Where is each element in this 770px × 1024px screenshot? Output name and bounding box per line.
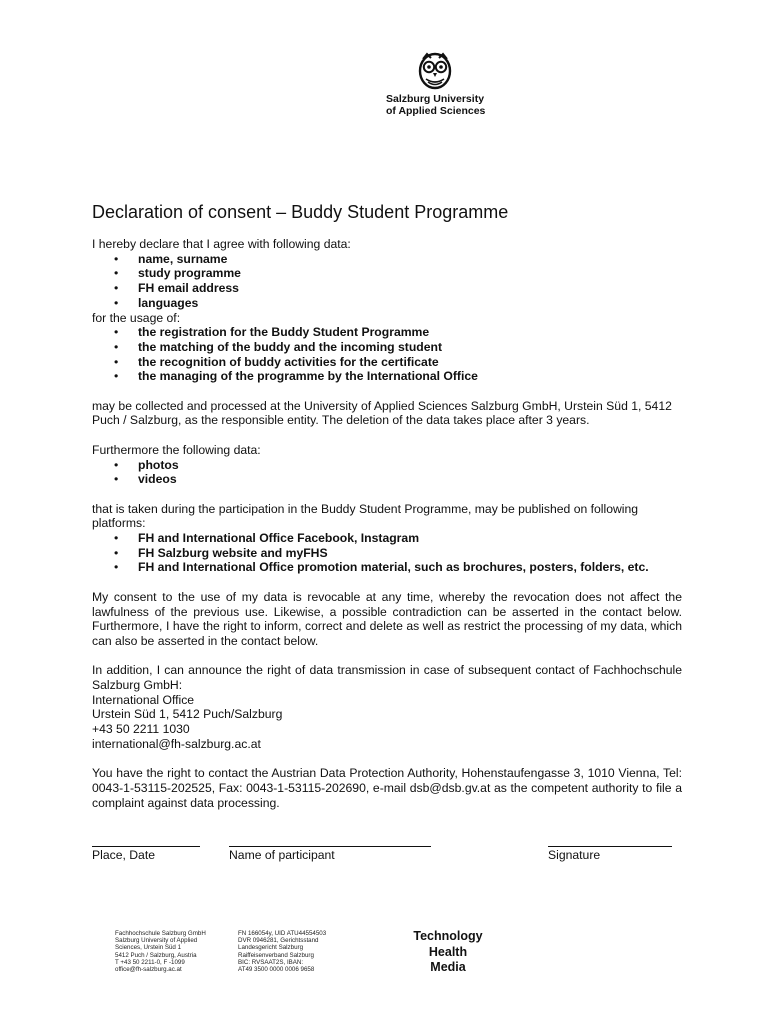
signature-label: Signature bbox=[548, 848, 601, 862]
footer-line: DVR 0946281, Gerichtsstand bbox=[238, 937, 319, 945]
contact-email: international@fh-salzburg.ac.at bbox=[92, 736, 261, 751]
signature-line bbox=[548, 846, 672, 847]
footer-line: Sciences, Urstein Süd 1 bbox=[115, 944, 182, 952]
footer-tagline bbox=[408, 929, 488, 976]
contact-office: International Office bbox=[92, 692, 195, 707]
platform-list bbox=[92, 531, 682, 575]
footer-line: FN 166054y, UID ATU44554503 bbox=[238, 930, 327, 937]
contact-address: Urstein Süd 1, 5412 Puch/Salzburg bbox=[92, 707, 283, 722]
footer-legal bbox=[238, 930, 326, 973]
footer-line: AT49 3500 0000 0006 9658 bbox=[238, 966, 315, 974]
usage-item: • the registration for the Buddy Student Programme bbox=[92, 325, 682, 340]
usage-item: • the managing of the programme by the International Office bbox=[92, 369, 682, 384]
data-item: • name, surname bbox=[92, 252, 682, 267]
footer-line: Salzburg University of Applied bbox=[115, 937, 198, 945]
footer-line: Raiffeisenverband Salzburg bbox=[238, 951, 314, 959]
media-list bbox=[92, 458, 682, 487]
furthermore-intro: Furthermore the following data: bbox=[92, 442, 261, 457]
footer-line: office@fh-salzburg.ac.at bbox=[115, 966, 182, 974]
data-item: • FH email address bbox=[92, 281, 682, 296]
document-title: Declaration of consent – Buddy Student Programme bbox=[92, 202, 509, 222]
footer-line: Fachhochschule Salzburg GmbH bbox=[115, 930, 206, 937]
footer-line: 5412 Puch / Salzburg, Austria bbox=[115, 951, 197, 959]
usage-item: • the matching of the buddy and the incoming student bbox=[92, 340, 682, 355]
place-date-line bbox=[92, 846, 200, 847]
data-item: • study programme bbox=[92, 266, 682, 281]
tagline-word: Media bbox=[430, 960, 466, 974]
document-body bbox=[92, 237, 682, 810]
authority-text: You have the right to contact the Austrian Data Protection Authority, Hohenstaufengasse 3, 1010 Vienna, Tel: 0043-1-53115-202525, Fax: 0043-1-53115-202690, e-mail dsb@dsb.gv.at as the competent authority to file a complaint against data processing. bbox=[92, 766, 682, 810]
logo-line-2: of Applied Sciences bbox=[386, 105, 486, 117]
footer-line: BIC: RVSAAT2S, IBAN: bbox=[238, 958, 304, 966]
data-item: • languages bbox=[92, 296, 682, 311]
logo-line-1: Salzburg University bbox=[386, 93, 485, 105]
footer-address bbox=[115, 930, 206, 973]
usage-intro: for the usage of: bbox=[92, 310, 181, 325]
data-list bbox=[92, 252, 682, 311]
contact-phone: +43 50 2211 1030 bbox=[92, 722, 190, 737]
usage-item: • the recognition of buddy activities for the certificate bbox=[92, 355, 682, 370]
logo-text bbox=[386, 93, 485, 117]
media-item: • photos bbox=[92, 458, 682, 473]
participant-label: Name of participant bbox=[229, 848, 335, 862]
place-date-label: Place, Date bbox=[92, 848, 156, 862]
platform-item: • FH and International Office Facebook, Instagram bbox=[92, 531, 682, 546]
revocation-text: My consent to the use of my data is revocable at any time, whereby the revocation does not affect the lawfulness of the previous use. Likewise, a possible contradiction can be asserted in the contact below. Furthermore, I have the right to inform, correct and delete as well as restrict the processing of my data, which can also be asserted in the contact below. bbox=[92, 589, 682, 648]
tagline-word: Health bbox=[428, 944, 468, 959]
platform-item: • FH Salzburg website and myFHS bbox=[92, 546, 682, 561]
platform-item: • FH and International Office promotion material, such as brochures, posters, folders, etc. bbox=[92, 560, 682, 575]
footer-line: Landesgericht Salzburg bbox=[238, 944, 304, 952]
collected-text: may be collected and processed at the University of Applied Sciences Salzburg GmbH, Urstein Süd 1, 5412 Puch / Salzburg, as the responsible entity. The deletion of the data takes place after 3 years. bbox=[92, 398, 672, 428]
participant-line bbox=[229, 846, 431, 847]
tagline-word: Technology bbox=[413, 929, 483, 943]
published-text: that is taken during the participation in the Buddy Student Programme, may be published on following platforms: bbox=[92, 501, 639, 531]
footer-line: T +43 50 2211-0, F -1099 bbox=[115, 958, 185, 966]
media-item: • videos bbox=[92, 472, 682, 487]
intro-text: I hereby declare that I agree with following data: bbox=[92, 237, 351, 251]
usage-list bbox=[92, 325, 682, 384]
owl-icon bbox=[416, 50, 454, 90]
transmission-text: In addition, I can announce the right of data transmission in case of subsequent contact of Fachhochschule Salzburg GmbH: bbox=[92, 663, 682, 693]
